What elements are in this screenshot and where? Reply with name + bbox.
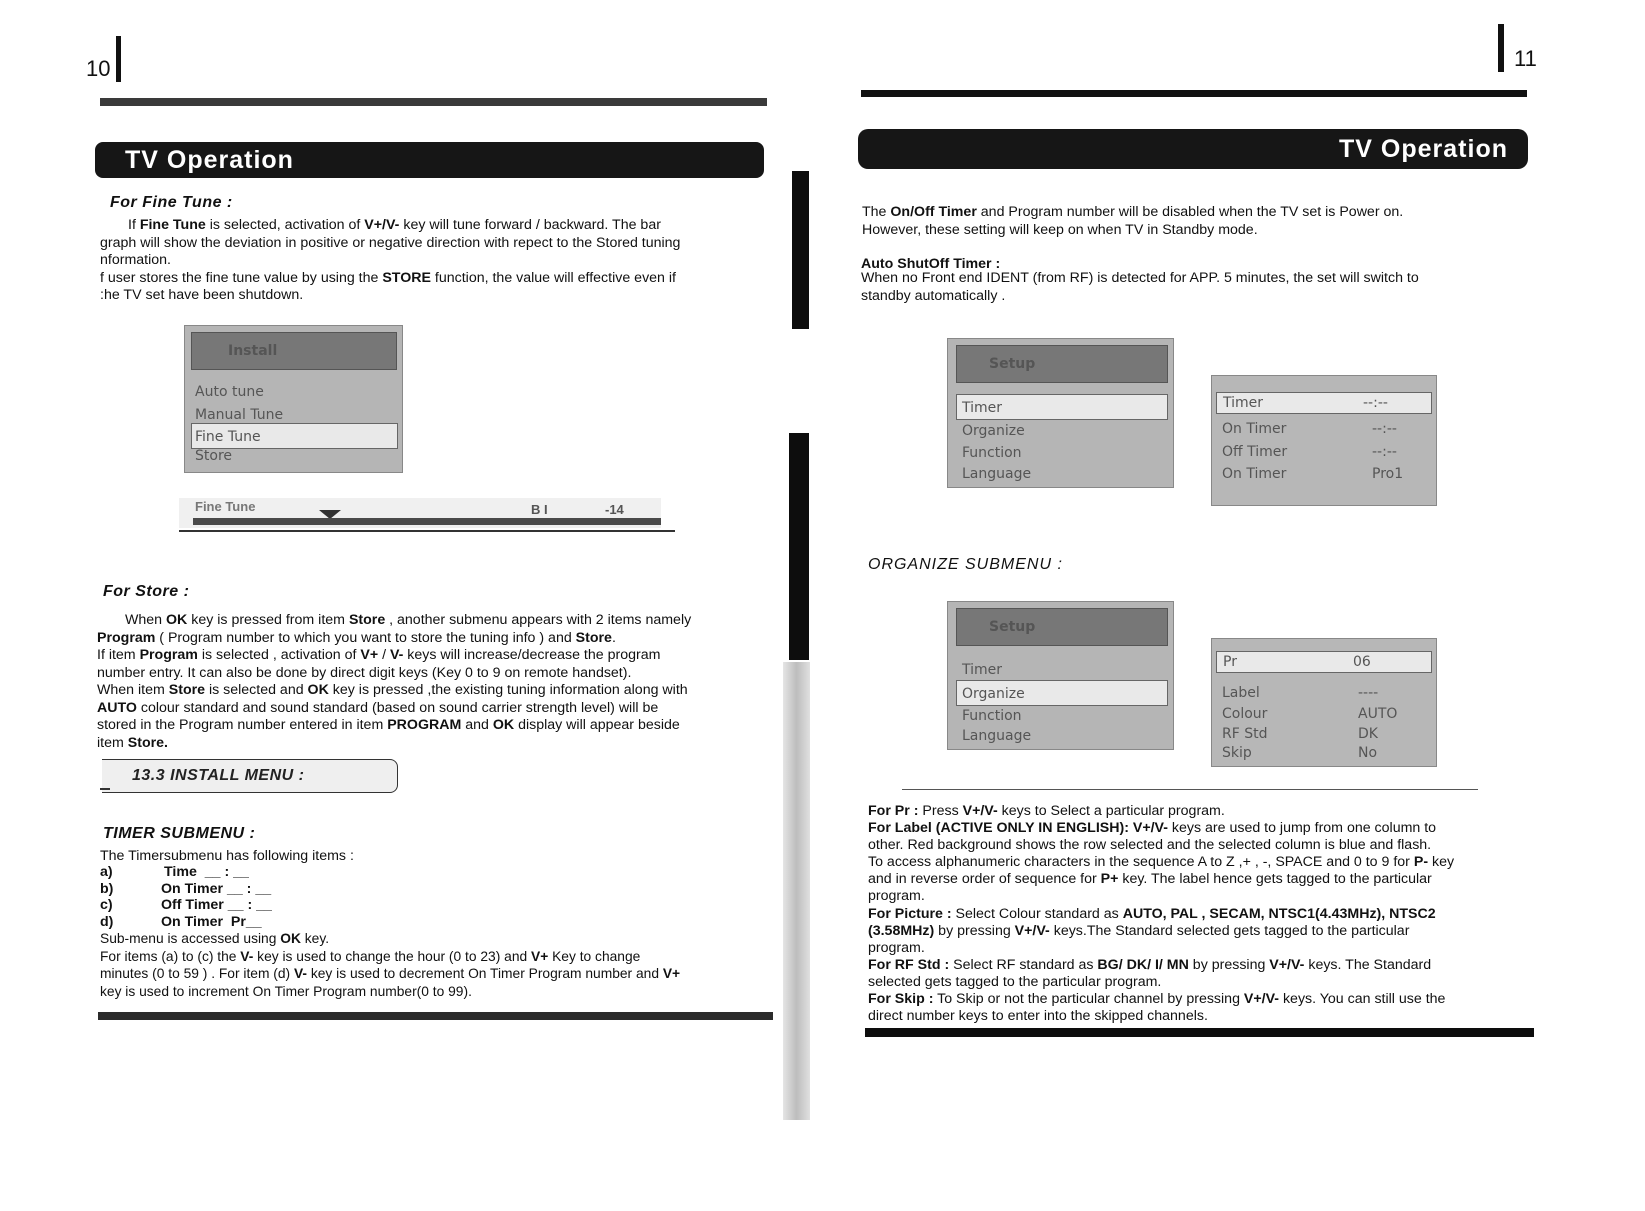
text-line: For Label (ACTIVE ONLY IN ENGLISH): V+/V- keys are used to jump from one column to bbox=[868, 820, 1437, 837]
timer-intro: The Timersubmenu has following items : bbox=[100, 848, 354, 864]
organize-row-label: Label bbox=[1222, 685, 1260, 701]
text-line: When no Front end IDENT (from RF) is detected for APP. 5 minutes, the set will switch to bbox=[861, 270, 1419, 286]
header-bar-right bbox=[858, 129, 1528, 169]
text-line: stored in the Program number entered in item PROGRAM and OK display will appear beside bbox=[97, 717, 680, 733]
timer-row-value: --:-- bbox=[1363, 395, 1388, 411]
text-line: If Fine Tune is selected, activation of V+/V- key will tune forward / backward. The bar bbox=[128, 217, 661, 233]
fine-tune-band: B I bbox=[531, 502, 548, 517]
text-line: other. Red background shows the row selected and the selected column is blue and flash. bbox=[868, 837, 1432, 854]
timer-items-list bbox=[100, 864, 400, 934]
timer-item-b: On Timer __ : __ bbox=[161, 880, 272, 897]
text-line: selected gets tagged to the particular program. bbox=[868, 973, 1162, 990]
organize-divider bbox=[902, 789, 1478, 790]
install-menu-item-store[interactable]: Store bbox=[195, 448, 233, 464]
gutter-bar-upper bbox=[792, 171, 809, 329]
setup-menu-timer bbox=[947, 338, 1174, 488]
text-line: For Pr : Press V+/V- keys to Select a particular program. bbox=[868, 803, 1225, 819]
timer-row-value: --:-- bbox=[1372, 444, 1397, 460]
timer-item-b-letter: b) bbox=[100, 880, 114, 897]
text-line: The On/Off Timer and Program number will be disabled when the TV set is Power on. bbox=[862, 204, 1404, 220]
bottom-rule-right bbox=[865, 1028, 1534, 1037]
install-menu-item-fine-tune[interactable]: Fine Tune bbox=[195, 429, 261, 445]
setup-menu-item-timer[interactable]: Timer bbox=[962, 400, 1003, 416]
organize-submenu-heading: ORGANIZE SUBMENU : bbox=[868, 556, 1063, 573]
text-line: When OK key is pressed from item Store , another submenu appears with 2 items namely bbox=[125, 612, 692, 628]
fine-tune-bar bbox=[179, 498, 675, 534]
timer-row-off-timer[interactable] bbox=[1222, 442, 1426, 464]
timer-item-a: Time __ : __ bbox=[164, 864, 249, 880]
header-bar-left bbox=[95, 142, 764, 178]
timer-item-a-letter: a) bbox=[100, 864, 113, 880]
text-line: For items (a) to (c) the V- key is used to change the hour (0 to 23) and V+ Key to change bbox=[100, 948, 641, 964]
organize-settings-table bbox=[1211, 638, 1437, 767]
fine-tune-track bbox=[193, 518, 661, 525]
text-line: For Picture : Select Colour standard as AUTO, PAL , SECAM, NTSC1(4.43MHz), NTSC2 bbox=[868, 905, 1436, 922]
text-line: minutes (0 to 59 ) . For item (d) V- key is used to decrement On Timer Program number and V+ bbox=[100, 966, 681, 981]
timer-item-c-letter: c) bbox=[100, 897, 113, 913]
page-number-right: 11 bbox=[1514, 46, 1537, 71]
setup-menu-organize-title: Setup bbox=[956, 608, 1168, 646]
text-line: For RF Std : Select RF standard as BG/ DK/ I/ MN by pressing V+/V- keys. The Standard bbox=[868, 956, 1432, 973]
top-rule-left bbox=[100, 98, 767, 106]
timer-row-label: Off Timer bbox=[1222, 444, 1288, 460]
setup-menu-timer-title: Setup bbox=[956, 345, 1168, 383]
organize-row-value: No bbox=[1358, 745, 1378, 761]
text-line: number entry. It can also be done by direct digit keys (Key 0 to 9 on remote handset). bbox=[97, 664, 632, 681]
auto-shutoff-text bbox=[861, 270, 1419, 305]
text-line: If item Program is selected , activation of V+ / V- keys will increase/decrease the program bbox=[97, 647, 661, 663]
organize-row-label: Colour bbox=[1222, 706, 1268, 722]
text-line: standby automatically . bbox=[861, 287, 1006, 304]
fine-tune-value: -14 bbox=[605, 502, 624, 517]
timer-submenu-heading: TIMER SUBMENU : bbox=[103, 825, 256, 842]
setup-menu-item-function[interactable]: Function bbox=[962, 708, 1022, 724]
text-line: :he TV set have been shutdown. bbox=[100, 287, 304, 303]
fine-tune-heading: For Fine Tune : bbox=[110, 194, 233, 211]
install-menu bbox=[184, 325, 403, 473]
timer-row-value: --:-- bbox=[1372, 421, 1397, 437]
text-line: To access alphanumeric characters in the sequence A to Z ,+ , -, SPACE and 0 to 9 for P- key bbox=[868, 854, 1455, 871]
text-line: key is used to increment On Timer Program number(0 to 99). bbox=[100, 983, 472, 999]
bottom-rule-left bbox=[98, 1012, 773, 1020]
setup-menu-item-timer[interactable]: Timer bbox=[962, 662, 1003, 678]
text-line: nformation. bbox=[100, 252, 171, 268]
fine-tune-label: Fine Tune bbox=[195, 499, 256, 514]
organize-text bbox=[868, 803, 1454, 1025]
text-line: program. bbox=[868, 888, 925, 905]
text-line: program. bbox=[868, 939, 925, 956]
organize-row-label-field[interactable] bbox=[1222, 683, 1426, 705]
setup-menu-item-language[interactable]: Language bbox=[962, 728, 1032, 744]
timer-row-label: On Timer bbox=[1222, 466, 1287, 482]
text-line: For Skip : To Skip or not the particular channel by pressing V+/V- keys. You can still use the bbox=[868, 991, 1446, 1008]
install-menu-section-text: 13.3 INSTALL MENU : bbox=[132, 767, 305, 784]
gutter-bar-middle bbox=[789, 433, 809, 660]
page-number-bar-right bbox=[1498, 24, 1504, 72]
timer-item-d-letter: d) bbox=[100, 913, 114, 930]
page-number-left: 10 bbox=[86, 56, 111, 81]
text-line: and in reverse order of sequence for P+ key. The label hence gets tagged to the particular bbox=[868, 871, 1432, 888]
gutter-shadow bbox=[783, 662, 810, 1120]
auto-shutoff-heading: Auto ShutOff Timer : bbox=[861, 256, 1001, 272]
install-menu-item-manual-tune[interactable]: Manual Tune bbox=[195, 407, 284, 423]
install-menu-item-auto-tune[interactable]: Auto tune bbox=[195, 384, 264, 400]
timer-row-label: On Timer bbox=[1222, 421, 1287, 437]
timer-row-label: Timer bbox=[1223, 395, 1264, 411]
store-text bbox=[97, 612, 691, 752]
text-line: Program ( Program number to which you want to store the tuning info ) and Store. bbox=[97, 629, 616, 646]
install-menu-title: Install bbox=[191, 332, 397, 370]
organize-row-colour[interactable] bbox=[1222, 704, 1426, 726]
install-menu-section-accent bbox=[100, 788, 110, 790]
top-rule-right bbox=[861, 90, 1527, 97]
setup-menu-organize bbox=[947, 601, 1174, 750]
text-line: (3.58MHz) by pressing V+/V- keys.The Standard selected gets tagged to the particular bbox=[868, 922, 1410, 939]
timer-item-c: Off Timer __ : __ bbox=[161, 897, 272, 913]
page-number-bar-left bbox=[116, 36, 121, 82]
install-menu-section-label bbox=[102, 759, 398, 793]
setup-menu-item-organize[interactable]: Organize bbox=[962, 686, 1025, 702]
fine-tune-underline bbox=[179, 530, 675, 532]
organize-row-label: Skip bbox=[1222, 745, 1252, 761]
timer-settings-table bbox=[1211, 375, 1437, 506]
timer-row-timer[interactable] bbox=[1216, 392, 1432, 414]
organize-row-skip[interactable] bbox=[1222, 743, 1426, 765]
header-title-right: TV Operation bbox=[1339, 134, 1508, 163]
store-heading: For Store : bbox=[103, 583, 190, 600]
setup-menu-item-language[interactable]: Language bbox=[962, 466, 1032, 482]
setup-menu-item-function[interactable]: Function bbox=[962, 445, 1022, 461]
organize-row-pr[interactable] bbox=[1216, 651, 1432, 673]
timer-item-d: On Timer Pr__ bbox=[161, 913, 262, 930]
text-line: When item Store is selected and OK key is pressed ,the existing tuning information along with bbox=[97, 682, 688, 698]
text-line: direct number keys to enter into the skipped channels. bbox=[868, 1008, 1208, 1025]
text-line: graph will show the deviation in positive or negative direction with repect to the Stored tuning bbox=[100, 234, 681, 251]
organize-row-label: RF Std bbox=[1222, 726, 1268, 742]
fine-tune-text bbox=[100, 217, 680, 305]
timer-text bbox=[100, 930, 680, 1000]
organize-row-value: DK bbox=[1358, 726, 1378, 742]
organize-row-label: Pr bbox=[1223, 654, 1237, 670]
text-line: item Store. bbox=[97, 734, 168, 751]
text-line: AUTO colour standard and sound standard (based on sound carrier strength level) will be bbox=[97, 699, 659, 716]
setup-menu-item-organize[interactable]: Organize bbox=[962, 423, 1025, 439]
organize-row-value: AUTO bbox=[1358, 706, 1398, 722]
organize-row-value: ---- bbox=[1358, 685, 1379, 701]
header-title-left: TV Operation bbox=[125, 145, 294, 174]
timer-row-on-timer[interactable] bbox=[1222, 419, 1426, 441]
right-intro-text bbox=[862, 204, 1403, 239]
timer-row-on-timer-program[interactable] bbox=[1222, 464, 1426, 486]
text-line: f user stores the fine tune value by using the STORE function, the value will effective even if bbox=[100, 269, 676, 286]
timer-row-value: Pro1 bbox=[1372, 466, 1404, 482]
text-line: However, these setting will keep on when TV in Standby mode. bbox=[862, 221, 1258, 238]
text-line: Sub-menu is accessed using OK key. bbox=[100, 931, 330, 946]
organize-row-value: 06 bbox=[1353, 654, 1371, 670]
